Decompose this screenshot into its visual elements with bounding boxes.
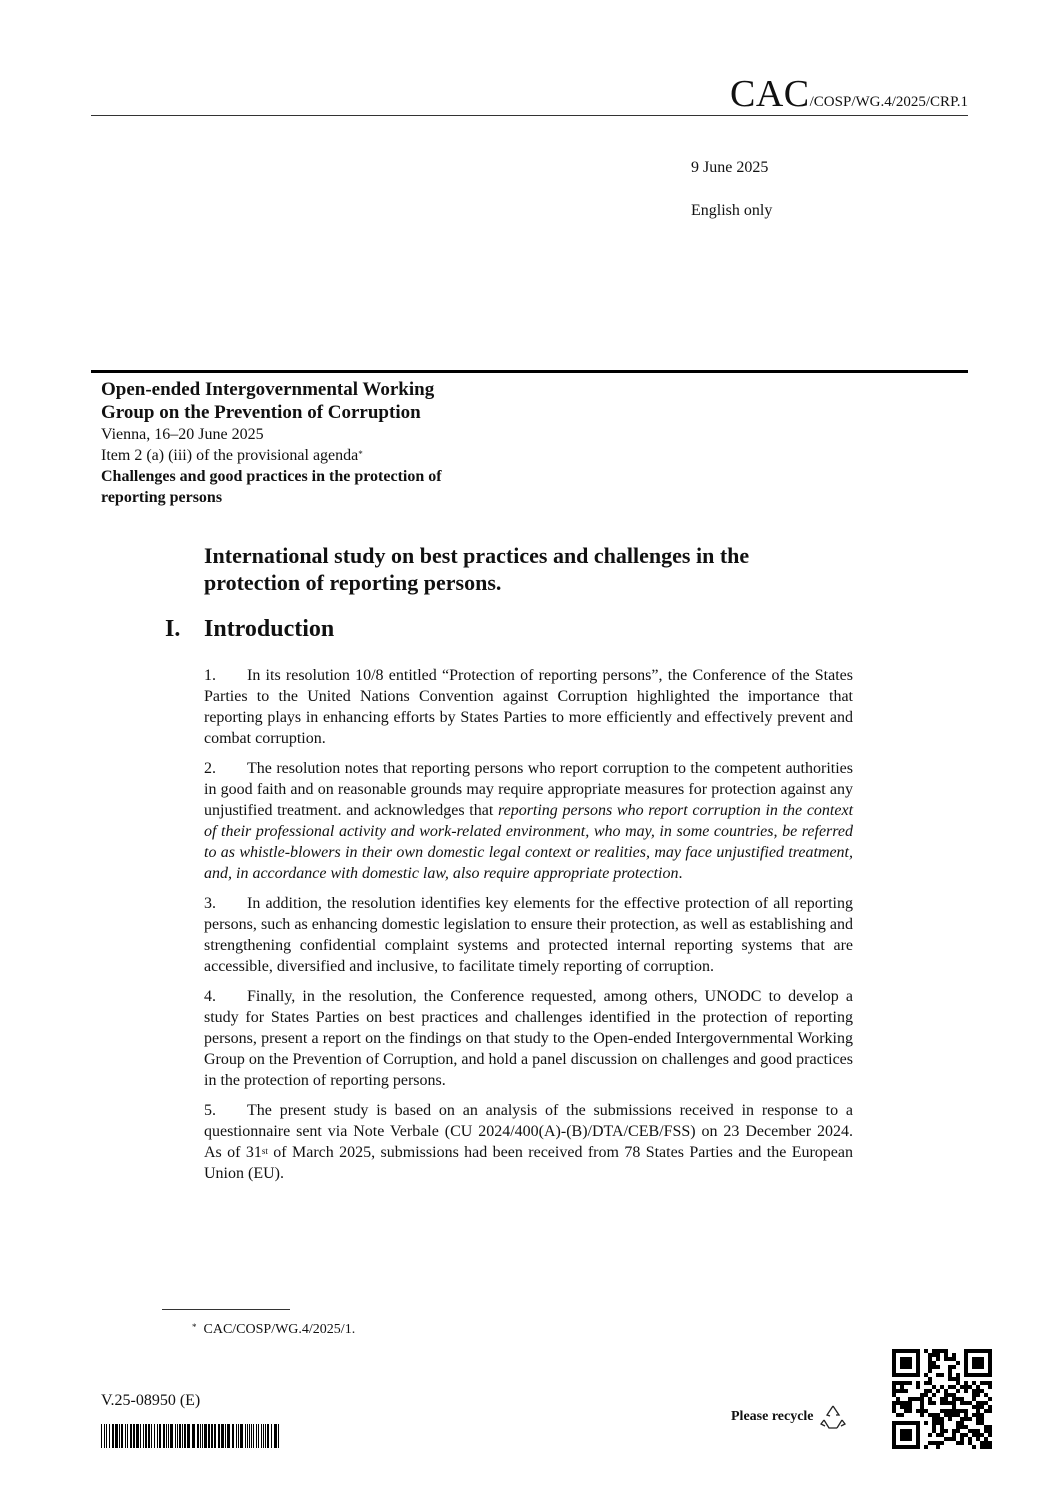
barcode-icon xyxy=(101,1424,281,1448)
language-note: English only xyxy=(691,202,773,219)
recycle-text: Please recycle xyxy=(731,1409,814,1424)
qr-code-icon xyxy=(892,1349,992,1449)
footnote xyxy=(192,1322,355,1338)
meeting-place-date: Vienna, 16–20 June 2025 xyxy=(101,426,264,443)
agenda-subject-line2: reporting persons xyxy=(101,489,223,506)
footnote-marker: * xyxy=(192,1322,197,1332)
document-title-line1: International study on best practices and challenges in the xyxy=(204,543,750,568)
header-rule xyxy=(91,115,968,116)
footnote-text: CAC/COSP/WG.4/2025/1. xyxy=(203,1322,356,1337)
section-number: I. xyxy=(165,616,181,642)
ordinal-suffix: st xyxy=(261,1146,268,1156)
paragraph-3 xyxy=(204,893,853,977)
agenda-item xyxy=(101,445,521,466)
section-title: Introduction xyxy=(204,616,335,642)
document-title-line2: protection of reporting persons. xyxy=(204,570,502,595)
section-heading xyxy=(165,616,334,643)
paragraph-number: 5. xyxy=(204,1102,216,1119)
paragraph-text: In its resolution 10/8 entitled “Protection of reporting persons”, the Conference of the States Parties to the United Nations Convention against Corruption highlighted the importance that reporting plays in enhancing efforts by States Parties to more efficiently and effectively prevent and combat corruption. xyxy=(204,667,853,747)
paragraph-text: In addition, the resolution identifies key elements for the effective protection of all reporting persons, such as enhancing domestic legislation to ensure their protection, as well as establishing and strengthening confidential complaint systems and protected internal reporting systems that are accessible, diversified and inclusive, to facilitate timely reporting of corruption. xyxy=(204,895,853,975)
meeting-rule xyxy=(91,370,968,373)
symbol-rest: /COSP/WG.4/2025/CRP.1 xyxy=(809,94,968,110)
paragraph-4 xyxy=(204,986,853,1091)
symbol-main: CAC xyxy=(729,73,810,115)
agenda-item-text: Item 2 (a) (iii) of the provisional agenda xyxy=(101,447,359,464)
meeting-group-line1: Open-ended Intergovernmental Working xyxy=(101,379,435,400)
recycle-icon xyxy=(818,1402,848,1432)
recycle-notice xyxy=(731,1402,848,1432)
footnote-rule xyxy=(162,1309,290,1310)
paragraph-2 xyxy=(204,758,853,884)
paragraph-italic-quote: reporting persons who report corruption in the context of their professional activity and work-related environment, who may, in some countries, be referred to as whistle-blowers in their own domestic legal context or realities, may face unjustified treatment, and, in accordance with domestic law, also require appropriate protection xyxy=(204,802,854,882)
paragraph-text-continued: of March 2025, submissions had been received from 78 States Parties and the European Union (EU). xyxy=(204,1144,853,1182)
paragraph-number: 3. xyxy=(204,895,216,912)
paragraph-number: 4. xyxy=(204,988,216,1005)
paragraph-number: 2. xyxy=(204,760,216,777)
paragraph-text: Finally, in the resolution, the Conference requested, among others, UNODC to develop a study for States Parties on best practices and challenges identified in the protection of reporting persons, present a report on the findings on that study to the Open-ended Intergovernmental Working Group on the Prevention of Corruption, and hold a panel discussion on challenges and good practices in the protection of reporting persons. xyxy=(204,988,853,1089)
paragraph-number: 1. xyxy=(204,667,216,684)
document-symbol xyxy=(730,72,968,116)
paragraph-text: The resolution notes that reporting persons who report corruption to the competent authorities in good faith and on reasonable grounds may require appropriate measures for protection against any unjustified treatment. and acknowledges that xyxy=(204,760,853,819)
agenda-footnote-marker[interactable]: * xyxy=(358,449,363,459)
agenda-subject-line1: Challenges and good practices in the protection of xyxy=(101,468,442,485)
paragraph-end: . xyxy=(678,865,683,882)
meeting-group-line2: Group on the Prevention of Corruption xyxy=(101,402,421,423)
job-number: V.25-08950 (E) xyxy=(101,1392,201,1409)
paragraph-text: The present study is based on an analysis of the submissions received in response to a questionnaire sent via Note Verbale (CU 2024/400(A)-(B)/DTA/CEB/FSS) on 23 December 2024. As of 31 xyxy=(204,1102,853,1161)
paragraph-5 xyxy=(204,1100,853,1184)
document-title xyxy=(204,542,854,596)
body-text xyxy=(204,665,853,1193)
paragraph-1 xyxy=(204,665,853,749)
document-date: 9 June 2025 xyxy=(691,159,769,176)
meeting-block xyxy=(101,378,521,508)
